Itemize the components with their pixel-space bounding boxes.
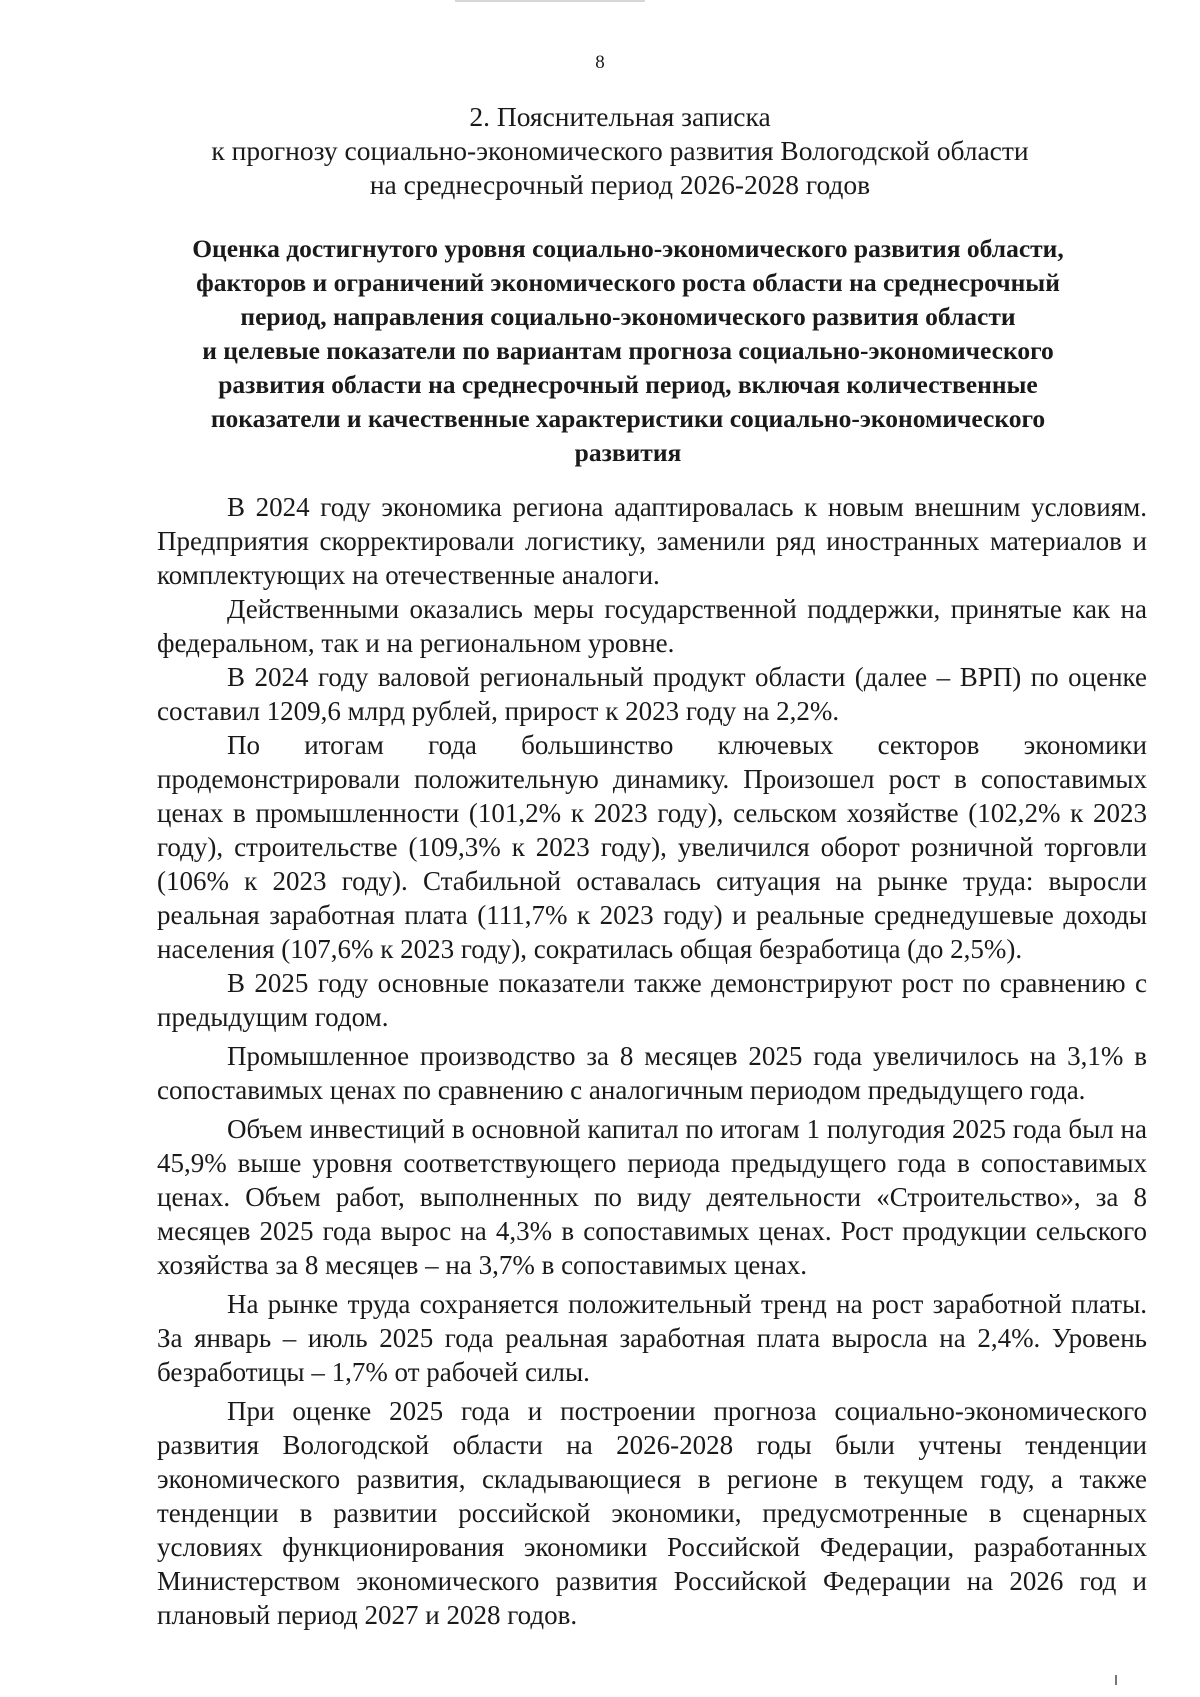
heading-line: факторов и ограничений экономического роста области на среднесрочный [196,268,1060,297]
paragraph: В 2024 году экономика региона адаптировалась к новым внешним условиям. Предприятия скорректировали логистику, заменили ряд иностранных материалов и комплектующих на отечественные аналоги. [157,492,1147,590]
paragraph: При оценке 2025 года и построении прогноза социально-экономического развития Вологодской области на 2026-2028 годы были учтены тенденции экономического развития, складывающиеся в регионе в текущем году, а также тенденции в развитии российской экономики, предусмотренные в сценарных условиях функционирования экономики Российской Федерации, разработанных Министерством экономического развития Российской Федерации на 2026 год и плановый период 2027 и 2028 годов. [157,1396,1147,1630]
paragraph: Действенными оказались меры государственной поддержки, принятые как на федеральном, так и на региональном уровне. [157,594,1147,658]
scan-artifact-corner [1115,1675,1117,1685]
paragraph: Объем инвестиций в основной капитал по итогам 1 полугодия 2025 года был на 45,9% выше уровня соответствующего периода предыдущего года в сопоставимых ценах. Объем работ, выполненных по виду деятельности «Строительство», за 8 месяцев 2025 года вырос на 4,3% в сопоставимых ценах. Рост продукции сельского хозяйства за 8 месяцев – на 3,7% в сопоставимых ценах. [157,1114,1147,1280]
paragraph: В 2025 году основные показатели также демонстрируют рост по сравнению с предыдущим годом. [157,968,1147,1032]
section-heading [128,232,1128,470]
heading-line: развития [574,438,682,467]
heading-line: показатели и качественные характеристики социально-экономического [210,404,1046,433]
title-line: 2. Пояснительная записка [469,101,771,132]
document-title [120,100,1120,202]
heading-line: период, направления социально-экономического развития области [240,302,1016,331]
title-line: к прогнозу социально-экономического развития Вологодской области [211,135,1029,166]
paragraph: В 2024 году валовой региональный продукт области (далее – ВРП) по оценке составил 1209,6 млрд рублей, прирост к 2023 году на 2,2%. [157,662,1147,726]
paragraph: По итогам года большинство ключевых секторов экономики продемонстрировали положительную динамику. Произошел рост в сопоставимых ценах в промышленности (101,2% к 2023 году), сельском хозяйстве (102,2% к 2023 году), строительстве (109,3% к 2023 году), увеличился оборот розничной торговли (106% к 2023 году). Стабильной оставалась ситуация на рынке труда: выросли реальная заработная плата (111,7% к 2023 году) и реальные среднедушевые доходы населения (107,6% к 2023 году), сократилась общая безработица (до 2,5%). [157,730,1147,964]
paragraph: На рынке труда сохраняется положительный тренд на рост заработной платы. За январь – июль 2025 года реальная заработная плата выросла на 2,4%. Уровень безработицы – 1,7% от рабочей силы. [157,1289,1147,1387]
heading-line: развития области на среднесрочный период, включая количественные [218,370,1038,399]
body-text [157,490,1147,1632]
paragraph: Промышленное производство за 8 месяцев 2025 года увеличилось на 3,1% в сопоставимых ценах по сравнению с аналогичным периодом предыдущего года. [157,1041,1147,1105]
title-line: на среднесрочный период 2026-2028 годов [369,169,871,200]
heading-line: Оценка достигнутого уровня социально-экономического развития области, [192,234,1064,263]
page-number: 8 [595,52,605,73]
heading-line: и целевые показатели по вариантам прогноза социально-экономического [202,336,1054,365]
scan-artifact-top [455,0,645,8]
